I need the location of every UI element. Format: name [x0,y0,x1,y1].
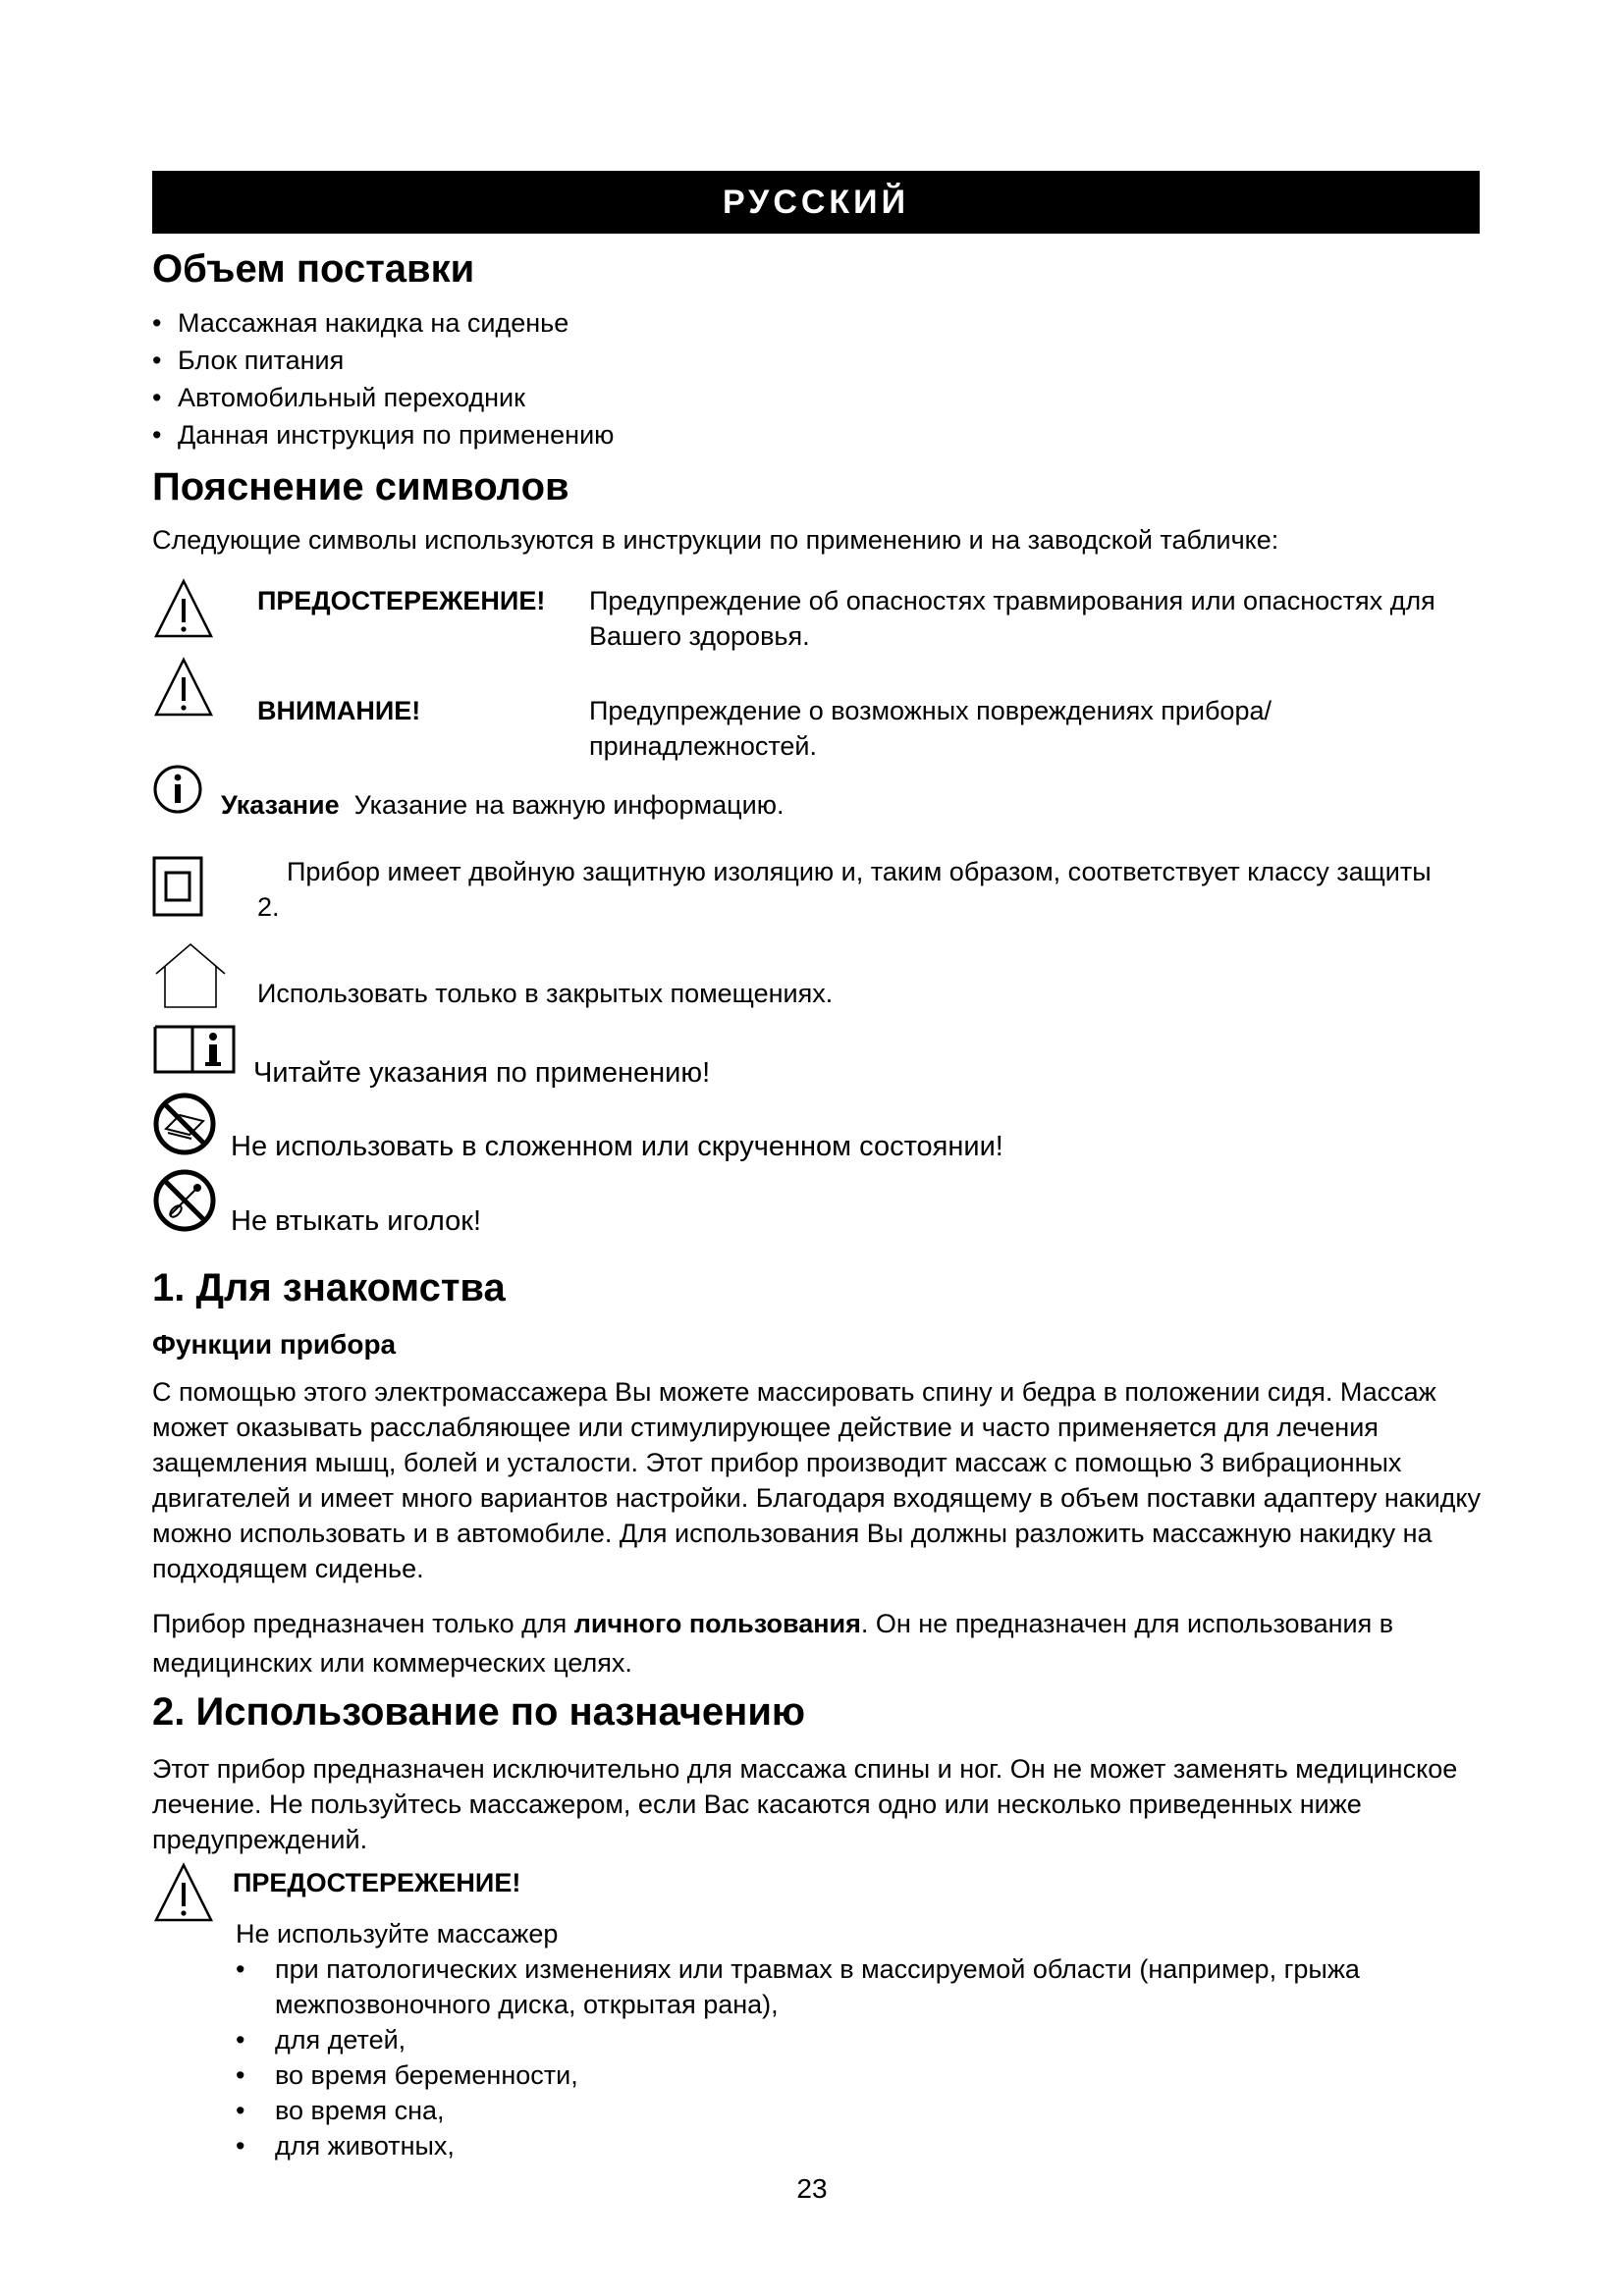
intro-para1: С помощью этого электромассажера Вы можете массировать спину и бедра в положении сидя. Массаж может оказывать расслабляющее или стимулирующее действие и часто применяется для лечения защемления мышц, болей и усталости. Этот прибор производит массаж с помощью 3 вибрационных двигателей и имеет много вариантов настройки. Благодаря входящему в объем поставки адаптеру накидку можно использовать и в автомобиле. Для использования Вы должны разложить массажную накидку на подходящем сиденье. [152,1377,1482,1583]
double-insulation-icon [152,856,203,917]
intro-para2 [152,1604,1507,1682]
note-line [221,787,784,823]
warning-triangle-icon [152,1861,215,1924]
usage-dont-use: Не используйте массажер [236,1919,559,1949]
usage-title: 2. Использование по назначению [152,1690,806,1734]
list-item: • при патологических изменениях или травмах в массируемой области (например, грыжа межпозвоночного диска, открытая рана), [236,1951,1502,2022]
symbols-title: Пояснение символов [152,465,569,508]
list-item: • во время беременности, [236,2057,1502,2093]
symbols-intro: Следующие символы используются в инструкции по применению и на заводской табличке: [152,525,1279,555]
warning-label: ПРЕДОСТЕРЕЖЕНИЕ! [257,586,546,615]
read-text: Читайте указания по применению! [253,1057,711,1089]
list-item: • для животных, [236,2128,1502,2163]
note-label: Указание [221,790,340,820]
list-item: • Массажная накидка на сиденье [152,304,614,342]
intro-subtitle: Функции прибора [152,1329,397,1360]
intro-para2-emphasis: личного пользования [573,1609,861,1638]
indoor-text: Использовать только в закрытых помещениях. [257,979,834,1008]
intro-para2-start: Прибор предназначен только для [152,1609,574,1638]
manual-book-icon [152,1021,237,1076]
info-icon [152,764,203,815]
intro-para2-end: . Он не предназначен для использования в медицинских или коммерческих целях. [152,1609,1394,1678]
list-item: • Блок питания [152,342,614,379]
nofold-text: Не использовать в сложенном или скрученном состоянии! [231,1131,1003,1162]
language-banner: РУССКИЙ [152,171,1480,234]
nopins-text: Не втыкать иголок! [231,1205,482,1237]
class2-text: Прибор имеет двойную защитную изоляцию и, таким образом, соответствует классу защиты 2. [257,857,1432,922]
note-text: Указание на важную информацию. [353,790,785,820]
delivery-title: Объем поставки [152,247,475,291]
delivery-list [152,304,614,454]
usage-warning-list [236,1951,1502,2163]
warning-text: Предупреждение об опасностях травмирования или опасностях для Вашего здоровья. [589,586,1435,651]
warning-triangle-icon [152,577,215,640]
list-item: • для детей, [236,2022,1502,2057]
house-icon [152,940,229,1011]
list-item: • Данная инструкция по применению [152,416,614,454]
list-item: • во время сна, [236,2093,1502,2128]
no-folding-icon [152,1092,217,1156]
usage-para: Этот прибор предназначен исключительно для массажа спины и ног. Он не может заменять медицинское лечение. Не пользуйтесь массажером, если Вас касаются одно или несколько приведенных ниже предупреждений. [152,1754,1458,1854]
no-pins-icon [152,1168,217,1233]
intro-title: 1. Для знакомства [152,1266,506,1309]
usage-warning-label: ПРЕДОСТЕРЕЖЕНИЕ! [233,1868,521,1897]
page-number: 23 [796,2173,828,2204]
caution-text: Предупреждение о возможных повреждениях прибора/ принадлежностей. [589,696,1272,761]
caution-label: ВНИМАНИЕ! [257,696,421,725]
caution-triangle-icon [152,656,215,719]
list-item: • Автомобильный переходник [152,379,614,416]
